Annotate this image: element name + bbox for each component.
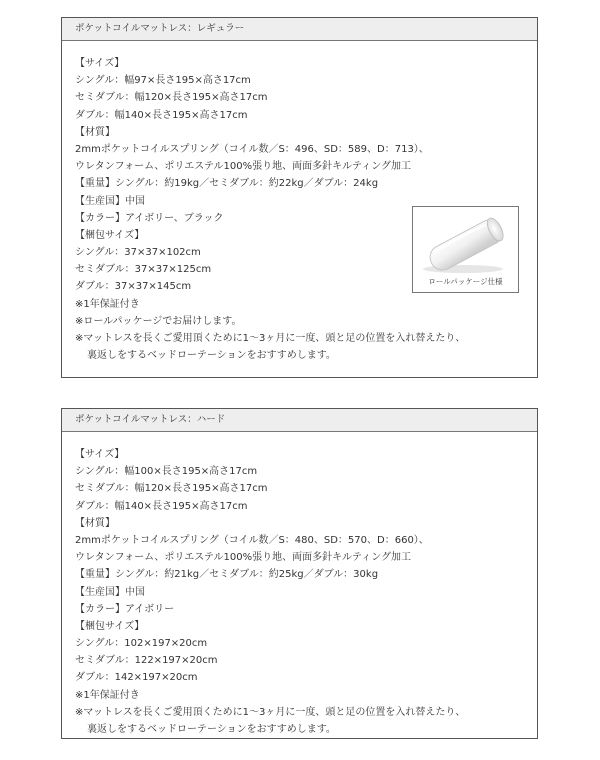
- material-coil: 2mmポケットコイルスプリング（コイル数／S：496、SD：589、D：713）、: [75, 143, 429, 155]
- package-semi-double: セミダブル：122×197×20cm: [75, 655, 218, 667]
- roll-package-figure: [412, 206, 519, 293]
- size-double: ダブル：幅140×長さ195×高さ17cm: [75, 500, 248, 512]
- section-header-hard: ポケットコイルマットレス：ハード: [62, 409, 537, 432]
- size-semi-double: セミダブル：幅120×長さ195×高さ17cm: [75, 92, 268, 104]
- material-fabric: ウレタンフォーム、ポリエステル100%張り地、両面多針キルティング加工: [75, 552, 411, 564]
- package-semi-double: セミダブル：37×37×125cm: [75, 264, 212, 276]
- package-double: ダブル：142×197×20cm: [75, 672, 198, 684]
- label-material: 【材質】: [75, 517, 115, 529]
- country-of-origin: 【生産国】中国: [75, 195, 145, 207]
- color: 【カラー】アイボリー: [75, 603, 175, 615]
- note-rotation: ※マットレスを長くご愛用頂くために1〜3ヶ月に一度、頭と足の位置を入れ替えたり、: [75, 333, 466, 344]
- label-size: 【サイズ】: [75, 58, 125, 69]
- spec-body-regular: [62, 41, 537, 364]
- label-package-size: 【梱包サイズ】: [75, 229, 145, 241]
- section-header-regular: ポケットコイルマットレス：レギュラー: [62, 18, 537, 41]
- label-package-size: 【梱包サイズ】: [75, 620, 145, 632]
- note-rotation-cont: 裏返しをするベッドローテーションをおすすめします。: [87, 350, 336, 362]
- package-double: ダブル：37×37×145cm: [75, 281, 192, 293]
- note-warranty: ※1年保証付き: [75, 689, 140, 701]
- note-rotation-cont: 裏返しをするベッドローテーションをおすすめします。: [87, 724, 336, 735]
- weight: 【重量】シングル：約21kg／セミダブル：約25kg／ダブル：30kg: [75, 569, 379, 581]
- size-single: シングル：幅100×長さ195×高さ17cm: [75, 466, 258, 478]
- spec-box-regular: [61, 17, 538, 378]
- size-single: シングル：幅97×長さ195×高さ17cm: [75, 75, 251, 87]
- label-size: 【サイズ】: [75, 449, 125, 460]
- weight: 【重量】シングル：約19kg／セミダブル：約22kg／ダブル：24kg: [75, 178, 379, 190]
- material-coil: 2mmポケットコイルスプリング（コイル数／S：480、SD：570、D：660）、: [75, 534, 429, 546]
- label-material: 【材質】: [75, 126, 115, 138]
- size-double: ダブル：幅140×長さ195×高さ17cm: [75, 109, 248, 121]
- material-fabric: ウレタンフォーム、ポリエステル100%張り地、両面多針キルティング加工: [75, 161, 411, 173]
- spec-box-hard: [61, 408, 538, 739]
- country-of-origin: 【生産国】中国: [75, 586, 145, 598]
- spec-body-hard: [62, 432, 537, 738]
- note-warranty: ※1年保証付き: [75, 298, 140, 310]
- package-single: シングル：37×37×102cm: [75, 247, 201, 259]
- color: 【カラー】アイボリー、ブラック: [75, 212, 224, 224]
- note-roll-package: ※ロールパッケージでお届けします。: [75, 315, 242, 327]
- note-rotation: ※マットレスを長くご愛用頂くために1〜3ヶ月に一度、頭と足の位置を入れ替えたり、: [75, 706, 466, 718]
- roll-package-caption: ロールパッケージ仕様: [428, 277, 503, 286]
- package-single: シングル：102×197×20cm: [75, 638, 208, 650]
- size-semi-double: セミダブル：幅120×長さ195×高さ17cm: [75, 483, 268, 495]
